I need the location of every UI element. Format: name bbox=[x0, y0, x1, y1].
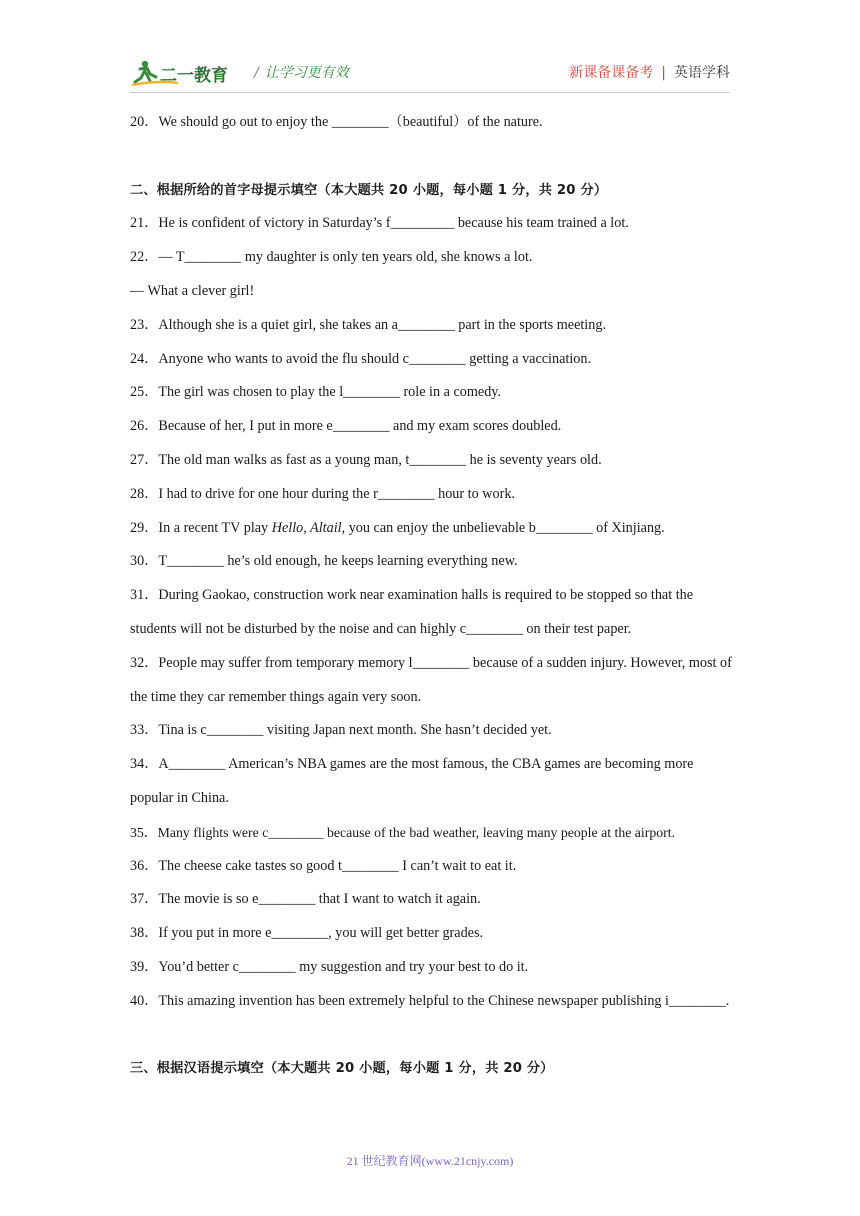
question-33: 33．Tina is c________ visiting Japan next month. She hasn’t decided yet. bbox=[130, 722, 552, 739]
question-39: 39．You’d better c________ my suggestion and try your best to do it. bbox=[130, 958, 529, 975]
header-divider bbox=[130, 92, 730, 93]
question-31: 31．During Gaokao, construction work near examination halls is required to be stopped so that the students will not be disturbed by the noise and can highly c________ on their test paper. bbox=[130, 587, 694, 637]
question-27: 27．The old man walks as fast as a young man, t________ he is seventy years old. bbox=[130, 451, 602, 468]
question-34: 34．A________ American’s NBA games are the most famous, the CBA games are becoming more popular in China. bbox=[130, 756, 694, 806]
question-23: 23．Although she is a quiet girl, she takes an a________ part in the sports meeting. bbox=[130, 316, 606, 333]
tv-play-title: Hello, Altail bbox=[271, 519, 342, 536]
page-header bbox=[130, 56, 730, 90]
page-footer: 21 世纪教育网(www.21cnjy.com) bbox=[346, 1154, 514, 1168]
question-32: 32．People may suffer from temporary memory l________ because of a sudden injury. However, most of the time they car remember things again very soon. bbox=[130, 654, 732, 705]
question-40: 40．This amazing invention has been extremely helpful to the Chinese newspaper publishing i________. bbox=[130, 992, 730, 1009]
section-3-title: 三、根据汉语提示填空（本大题共 20 小题，每小题 1 分，共 20 分） bbox=[130, 1061, 554, 1077]
header-tags bbox=[569, 62, 730, 82]
question-36: 36．The cheese cake tastes so good t________ I can’t wait to eat it. bbox=[130, 857, 517, 874]
question-20: 20．We should go out to enjoy the ________（beautiful）of the nature. bbox=[130, 114, 543, 130]
question-35: 35．Many flights were c________ because of the bad weather, leaving many people at the airport. bbox=[130, 824, 676, 840]
question-22-reply: — What a clever girl! bbox=[130, 282, 255, 299]
slogan-text: 让学习更有效 bbox=[264, 65, 349, 81]
header-separator: | bbox=[661, 65, 666, 81]
question-30: 30．T________ he’s old enough, he keeps learning everything new. bbox=[130, 553, 518, 570]
question-21: 21．He is confident of victory in Saturday’s f_________ because his team trained a lot. bbox=[130, 215, 629, 232]
course-tag: 新课备课备考 bbox=[569, 65, 654, 81]
subject-tag: 英语学科 bbox=[674, 65, 730, 81]
question-25: 25．The girl was chosen to play the l________ role in a comedy. bbox=[130, 384, 502, 401]
slogan: / 让学习更有效 bbox=[254, 65, 349, 81]
question-28: 28．I had to drive for one hour during the r________ hour to work. bbox=[130, 485, 515, 502]
question-24: 24．Anyone who wants to avoid the flu should c________ getting a vaccination. bbox=[130, 350, 592, 367]
section-2-title: 二、根据所给的首字母提示填空（本大题共 20 小题，每小题 1 分，共 20 分） bbox=[130, 182, 608, 198]
question-26: 26．Because of her, I put in more e________ and my exam scores doubled. bbox=[130, 418, 562, 435]
question-29 bbox=[130, 512, 732, 546]
question-29-text: 29．In a recent TV play bbox=[130, 519, 272, 536]
brand-logo bbox=[130, 58, 242, 88]
question-38: 38．If you put in more e________, you will get better grades. bbox=[130, 925, 484, 942]
worksheet-body bbox=[130, 106, 732, 1086]
question-29-text-end: , you can enjoy the unbelievable b________ of Xinjiang. bbox=[341, 519, 665, 536]
question-37: 37．The movie is so e________ that I want to watch it again. bbox=[130, 891, 481, 908]
question-22: 22．— T________ my daughter is only ten years old, she knows a lot. bbox=[130, 249, 533, 266]
brand-name: 二一教育 bbox=[160, 66, 228, 86]
